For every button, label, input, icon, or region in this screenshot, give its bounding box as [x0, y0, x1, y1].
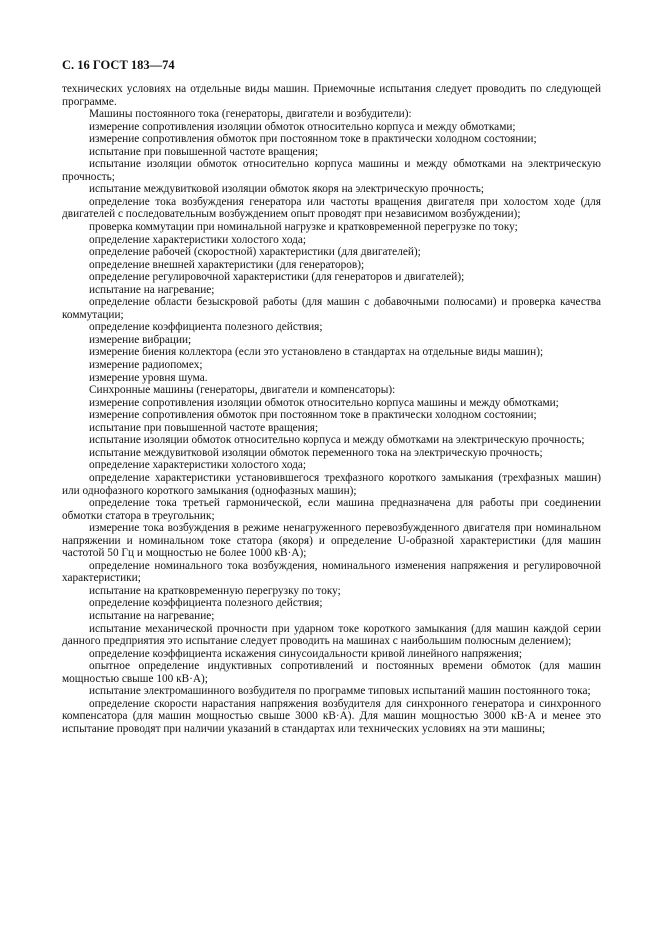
- list-item: измерение сопротивления обмоток при постоянном токе в практически холодном состоянии;: [89, 133, 537, 146]
- paragraph: технических условиях на отдельные виды машин. Приемочные испытания следует проводить по следующей программе.: [62, 83, 601, 108]
- list-item: испытание изоляции обмоток относительно корпуса и между обмотками на электрическую прочность;: [89, 434, 585, 447]
- list-item: определение скорости нарастания напряжения возбудителя для синхронного генератора и синхронного компенсатора (для машин мощностью свыше 3000 кВ·А). Для машин мощностью 3000 кВ·А и менее это испытание проводят при наличии указаний в стандартах или технических условиях на эти машины;: [62, 697, 601, 735]
- section-heading-synchronous-machines: Синхронные машины (генераторы, двигатели и компенсаторы):: [89, 384, 396, 397]
- list-item: проверка коммутации при номинальной нагрузке и кратковременной перегрузке по току;: [89, 221, 518, 234]
- list-item: испытание при повышенной частоте вращения;: [89, 421, 319, 434]
- list-item: определение коэффициента полезного действия;: [89, 321, 323, 334]
- list-item: испытание на нагревание;: [89, 283, 215, 296]
- list-item: измерение вибрации;: [89, 333, 192, 346]
- list-item: испытание на нагревание;: [89, 609, 215, 622]
- list-item: измерение биения коллектора (если это установлено в стандартах на отдельные виды машин);: [89, 346, 544, 359]
- list-item: испытание междувитковой изоляции обмоток якоря на электрическую прочность;: [89, 183, 485, 196]
- list-item: измерение уровня шума.: [89, 371, 208, 384]
- list-item: определение характеристики холостого хода;: [89, 459, 307, 472]
- list-item: испытание электромашинного возбудителя по программе типовых испытаний машин постоянного тока;: [89, 685, 591, 698]
- list-item: определение тока третьей гармонической, если машина предназначена для работы при соединении обмотки статора в треугольник;: [62, 497, 601, 522]
- list-item: определение регулировочной характеристики (для генераторов и двигателей);: [89, 271, 465, 284]
- list-item: определение коэффициента полезного действия;: [89, 597, 323, 610]
- list-item: опытное определение индуктивных сопротивлений и постоянных времени обмоток (для машин мощностью свыше 100 кВ·А);: [62, 660, 601, 685]
- list-item: определение характеристики холостого хода;: [89, 233, 307, 246]
- list-item: испытание на кратковременную перегрузку по току;: [89, 584, 341, 597]
- list-item: определение рабочей (скоростной) характеристики (для двигателей);: [89, 246, 421, 259]
- list-item: измерение сопротивления изоляции обмоток относительно корпуса машины и между обмотками;: [89, 396, 559, 409]
- list-item: измерение сопротивления изоляции обмоток относительно корпуса и между обмотками;: [89, 120, 516, 133]
- list-item: испытание при повышенной частоте вращения;: [89, 145, 319, 158]
- list-item: определение номинального тока возбуждения, номинального изменения напряжения и регулировочной характеристики;: [62, 559, 601, 585]
- list-item: испытание механической прочности при ударном токе короткого замыкания (для машин каждой серии данного предприятия это испытание следует проводить на машинах с наибольшим полюсным делением);: [62, 622, 601, 648]
- list-item: измерение сопротивления обмоток при постоянном токе в практически холодном состоянии;: [89, 409, 537, 422]
- list-item: измерение тока возбуждения в режиме ненагруженного перевозбужденного двигателя при номинальном напряжении и номинальном токе статора (якоря) и определение U-образной характеристики (для машин частотой 50 Гц и мощностью не более 1000 кВ·А);: [62, 522, 601, 560]
- list-item: определение тока возбуждения генератора или частоты вращения двигателя при холостом ходе (для двигателей с последовательным возбуждением опыт проводят при независимом возбуждении);: [62, 195, 601, 221]
- list-item: определение коэффициента искажения синусоидальности кривой линейного напряжения;: [89, 647, 522, 660]
- section-heading-dc-machines: Машины постоянного тока (генераторы, двигатели и возбудители):: [89, 108, 412, 121]
- page-header: С. 16 ГОСТ 183—74: [62, 58, 175, 72]
- list-item: испытание изоляции обмоток относительно корпуса машины и между обмотками на электрическую прочность;: [62, 158, 601, 183]
- document-body: [62, 83, 601, 735]
- list-item: определение внешней характеристики (для генераторов);: [89, 258, 365, 271]
- list-item: определение характеристики установившегося трехфазного короткого замыкания (трехфазных машин) или однофазного короткого замыкания (однофазных машин);: [62, 471, 601, 497]
- list-item: измерение радиопомех;: [89, 359, 203, 372]
- list-item: испытание междувитковой изоляции обмоток переменного тока на электрическую прочность;: [89, 446, 543, 459]
- list-item: определение области безыскровой работы (для машин с добавочными полюсами) и проверка качества коммутации;: [62, 296, 601, 321]
